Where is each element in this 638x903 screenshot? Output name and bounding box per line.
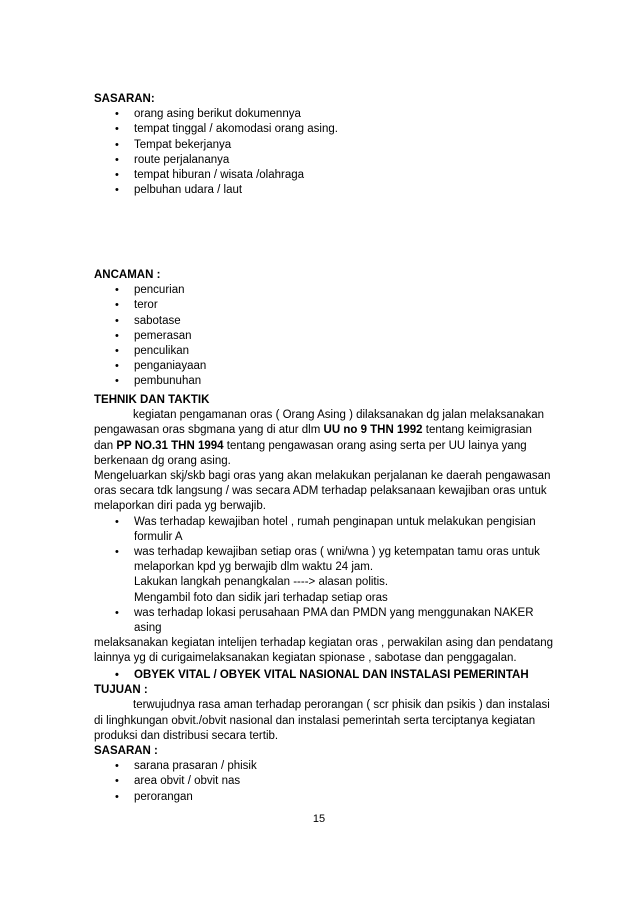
list-item: • area obvit / obvit nas: [94, 774, 554, 789]
sasaran-heading: SASARAN:: [94, 93, 155, 105]
text-run: tentang keimigrasian dan: [94, 424, 532, 452]
list-item: • route perjalananya: [94, 153, 554, 168]
list-item: • orang asing berikut dokumennya: [94, 107, 554, 122]
obyek-title: • OBYEK VITAL / OBYEK VITAL NASIONAL DAN INSTALASI PEMERINTAH: [94, 668, 554, 683]
obyek-sasaran-list: [94, 759, 554, 805]
list-item: • pelbuhan udara / laut: [94, 183, 554, 198]
ancaman-section: [94, 268, 554, 390]
list-item-text: was terhadap kewajiban setiap oras ( wni/wna ) yg ketempatan tamu oras untuk melaporkan kpd yg berwajib dlm waktu 24 jam.: [134, 546, 540, 574]
list-item-continuation: Lakukan langkah penangkalan ----> alasan politis.: [134, 576, 389, 589]
list-item: • tempat hiburan / wisata /olahraga: [94, 168, 554, 183]
sasaran-heading: SASARAN :: [94, 745, 158, 758]
tehnik-list: [94, 515, 554, 637]
tehnik-paragraph-1: [94, 408, 554, 469]
ancaman-list: [94, 283, 554, 389]
list-item: • perorangan: [94, 790, 554, 805]
tujuan-paragraph: terwujudnya rasa aman terhadap perorangan ( scr phisik dan psikis ) dan instalasi di linghkungan obvit./obvit nasional dan instalasi pemerintah serta terciptanya kegiatan produksi dan distribusi secara tertib.: [94, 699, 550, 742]
law-reference: PP NO.31 THN 1994: [116, 439, 224, 452]
tujuan-heading: TUJUAN :: [94, 684, 148, 697]
ancaman-heading: ANCAMAN :: [94, 269, 161, 281]
list-item: • sarana prasaran / phisik: [94, 759, 554, 774]
list-item: • teror: [94, 298, 554, 313]
list-item: • penculikan: [94, 344, 554, 359]
law-reference: UU no 9 THN 1992: [323, 424, 423, 437]
list-item: • pencurian: [94, 283, 554, 298]
tehnik-heading: TEHNIK DAN TAKTIK: [94, 394, 210, 406]
list-item: [94, 545, 554, 606]
list-item: • pemerasan: [94, 329, 554, 344]
tehnik-section: [94, 393, 554, 667]
list-item: • was terhadap lokasi perusahaan PMA dan PMDN yang menggunakan NAKER asing: [94, 606, 554, 636]
sasaran-list: [94, 107, 554, 198]
tehnik-paragraph-3: melaksanakan kegiatan intelijen terhadap kegiatan oras , perwakilan asing dan pendatang lainnya yg di curigaimelaksanakan kegiatan spionase , sabotase dan penggagalan.: [94, 637, 554, 665]
list-item: • Tempat bekerjanya: [94, 138, 554, 153]
obyek-section: [94, 668, 554, 805]
text-run: kegiatan pengamanan oras ( Orang Asing ) dilaksanakan dg jalan melaksanakan pengawasan oras sbgmana yang di atur dlm: [94, 409, 545, 437]
list-item-continuation: Mengambil foto dan sidik jari terhadap setiap oras: [134, 591, 388, 604]
list-item: • sabotase: [94, 314, 554, 329]
text-run: tentang pengawasan orang asing serta per UU lainya yang berkenaan dg orang asing.: [94, 439, 527, 467]
page-number: 15: [312, 813, 326, 825]
tehnik-paragraph-2: Mengeluarkan skj/skb bagi oras yang akan melakukan perjalanan ke daerah pengawasan oras secara tdk langsung / was secara ADM terhadap pelaksanaan kewajiban oras untuk melaporkan diri pada yg berwajib.: [94, 470, 551, 513]
list-item: • pembunuhan: [94, 374, 554, 389]
list-item: • Was terhadap kewajiban hotel , rumah penginapan untuk melakukan pengisian formulir A: [94, 515, 554, 545]
obyek-title-list: [94, 668, 554, 683]
list-item: • penganiayaan: [94, 359, 554, 374]
list-item: • tempat tinggal / akomodasi orang asing.: [94, 122, 554, 137]
sasaran-section: [94, 92, 554, 198]
